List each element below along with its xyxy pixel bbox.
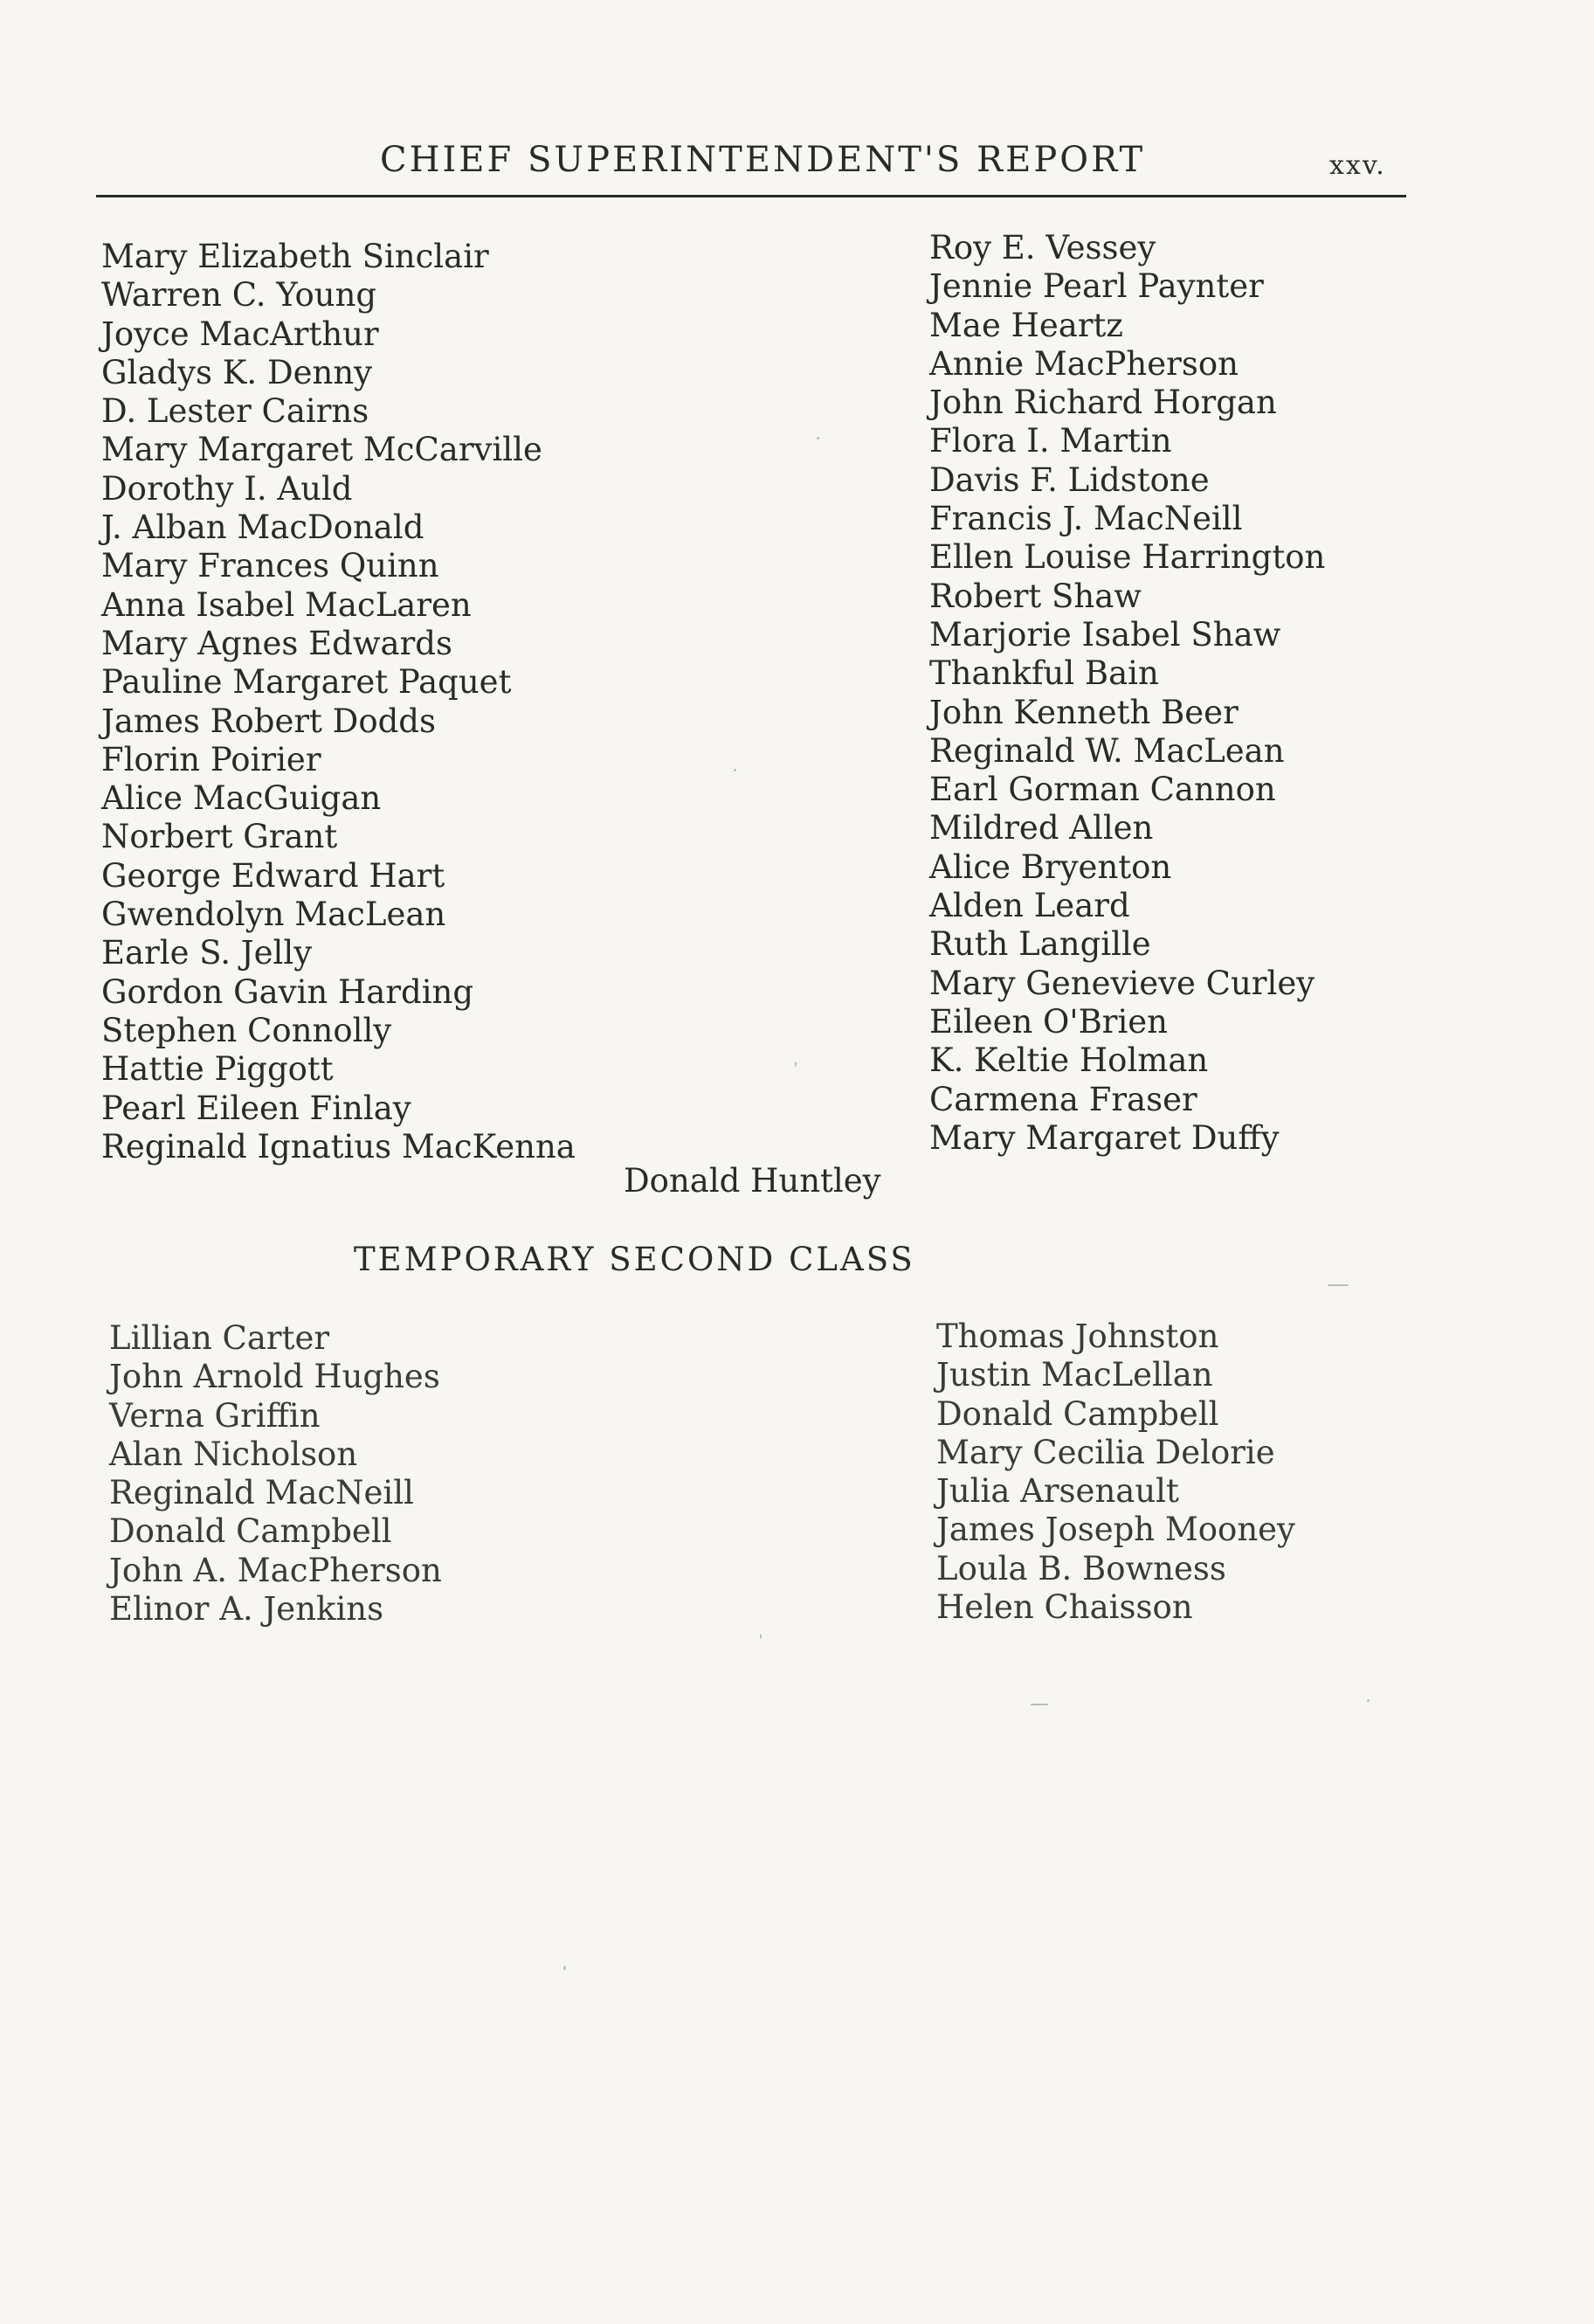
list-item: Marjorie Isabel Shaw: [929, 615, 1281, 654]
scan-speck: [817, 437, 819, 439]
list-item: Jennie Pearl Paynter: [929, 267, 1264, 306]
temp-name-list-left: [109, 1319, 442, 1629]
list-item: Gladys K. Denny: [101, 353, 373, 391]
list-item: Reginald MacNeill: [109, 1474, 414, 1512]
temp-name-list-right: [936, 1318, 1295, 1627]
list-item: Elinor A. Jenkins: [109, 1590, 384, 1629]
scan-speck: [1328, 1284, 1349, 1286]
list-item: George Edward Hart: [101, 856, 445, 895]
name-list-left: [101, 238, 576, 1166]
list-item: Gwendolyn MacLean: [101, 896, 446, 934]
list-item: J. Alban MacDonald: [101, 508, 424, 547]
list-item: Florin Poirier: [101, 740, 321, 778]
list-item: Donald Campbell: [109, 1512, 392, 1551]
list-item: Joyce MacArthur: [101, 315, 379, 353]
list-item: Thankful Bain: [929, 654, 1159, 693]
list-item: Reginald W. MacLean: [929, 731, 1285, 770]
list-item: Pauline Margaret Paquet: [101, 663, 512, 702]
list-item: K. Keltie Holman: [929, 1041, 1209, 1080]
list-item: Alice Bryenton: [929, 847, 1172, 886]
scan-speck: [734, 769, 736, 771]
list-item: Gordon Gavin Harding: [101, 972, 474, 1011]
list-item: Mary Genevieve Curley: [929, 964, 1315, 1002]
list-item: Julia Arsenault: [936, 1472, 1179, 1511]
list-item: Earle S. Jelly: [101, 934, 313, 972]
page-number: xxv.: [1329, 150, 1386, 181]
list-item: Flora I. Martin: [929, 422, 1172, 460]
list-item: Helen Chaisson: [936, 1588, 1193, 1627]
list-item: John Richard Horgan: [929, 384, 1277, 422]
list-item: Warren C. Young: [101, 276, 377, 315]
list-item: Reginald Ignatius MacKenna: [101, 1127, 576, 1165]
list-item: Mary Frances Quinn: [101, 547, 439, 585]
list-item: Justin MacLellan: [936, 1356, 1213, 1394]
list-item: Carmena Fraser: [929, 1080, 1197, 1118]
list-item: Mary Elizabeth Sinclair: [101, 238, 489, 275]
list-item: Mary Margaret Duffy: [929, 1118, 1280, 1157]
list-item: Mildred Allen: [929, 809, 1154, 847]
list-item: Verna Griffin: [109, 1396, 321, 1435]
list-item: Earl Gorman Cannon: [929, 771, 1276, 809]
list-item: James Robert Dodds: [101, 702, 436, 740]
list-item: Mary Cecilia Delorie: [936, 1433, 1275, 1471]
list-item: D. Lester Cairns: [101, 392, 369, 431]
section-heading: TEMPORARY SECOND CLASS: [354, 1241, 915, 1278]
list-item: Alice MacGuigan: [101, 779, 382, 818]
list-item: James Joseph Mooney: [936, 1511, 1295, 1549]
header-rule: [96, 195, 1406, 197]
scan-speck: [563, 1966, 566, 1970]
list-item-trailing: Donald Huntley: [624, 1162, 881, 1200]
list-item: Annie MacPherson: [929, 344, 1239, 383]
scan-speck: [1367, 1699, 1370, 1702]
list-item: Thomas Johnston: [936, 1318, 1219, 1355]
list-item: Mary Agnes Edwards: [101, 624, 452, 662]
list-item: John Arnold Hughes: [109, 1358, 440, 1396]
list-item: Pearl Eileen Finlay: [101, 1089, 411, 1127]
list-item: Davis F. Lidstone: [929, 460, 1210, 499]
list-item: Stephen Connolly: [101, 1011, 392, 1049]
list-item: Alan Nicholson: [109, 1435, 358, 1473]
list-item: Dorothy I. Auld: [101, 469, 353, 508]
list-item: Ellen Louise Harrington: [929, 538, 1326, 577]
list-item: Lillian Carter: [109, 1319, 330, 1357]
list-item: Anna Isabel MacLaren: [101, 585, 472, 624]
list-item: Mae Heartz: [929, 306, 1123, 344]
list-item: Loula B. Bowness: [936, 1549, 1226, 1587]
list-item: Donald Campbell: [936, 1394, 1219, 1433]
list-item: Alden Leard: [929, 887, 1130, 925]
list-item: Francis J. MacNeill: [929, 500, 1243, 538]
list-item: John Kenneth Beer: [929, 693, 1239, 731]
list-item: Robert Shaw: [929, 577, 1142, 615]
list-item: Hattie Piggott: [101, 1050, 334, 1089]
scan-speck: [1031, 1704, 1048, 1705]
list-item: Mary Margaret McCarville: [101, 431, 542, 469]
scan-speck: [795, 1062, 797, 1067]
scan-speck: [760, 1634, 762, 1639]
name-list-right: [929, 229, 1325, 1158]
list-item: Norbert Grant: [101, 818, 338, 856]
page-header-title: CHIEF SUPERINTENDENT'S REPORT: [380, 140, 1146, 180]
list-item: John A. MacPherson: [109, 1551, 442, 1589]
list-item: Ruth Langille: [929, 925, 1151, 964]
list-item: Eileen O'Brien: [929, 1002, 1169, 1041]
list-item: Roy E. Vessey: [929, 229, 1156, 266]
